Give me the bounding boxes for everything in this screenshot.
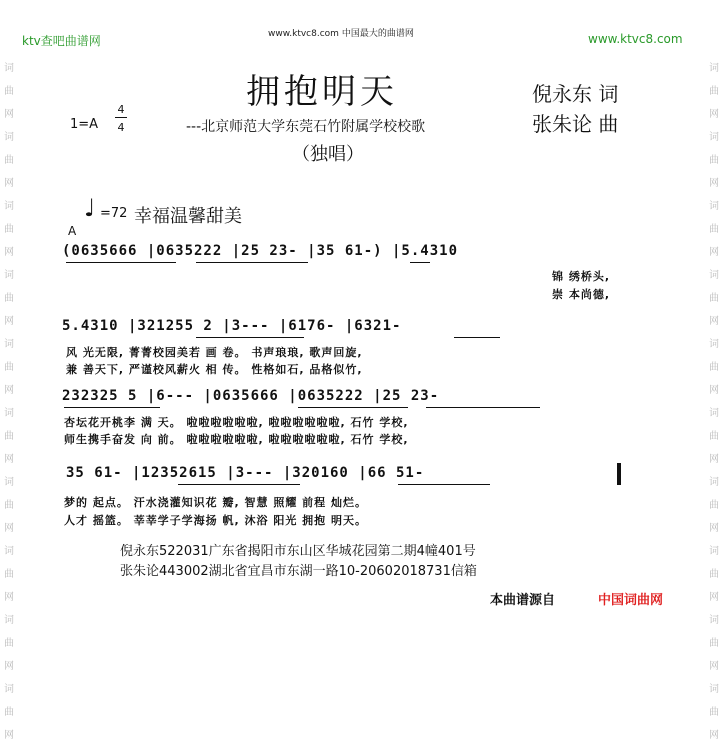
lyricist: 倪永东 词 xyxy=(532,82,619,106)
side-watermark-left xyxy=(2,62,16,752)
header-center xyxy=(268,26,414,39)
underline-beam xyxy=(66,262,176,263)
header-center-url[interactable]: www.ktvc8.com xyxy=(268,29,339,39)
score-row-1-notes: (0635666 |0635222 |25 23- |35 61-) |5.4310 xyxy=(62,243,459,259)
score-row-4-lyric-2: 人才 摇篮。 莘莘学子学海扬 帆, 沐浴 阳光 拥抱 明天。 xyxy=(64,514,367,527)
header-right-link[interactable]: www.ktvc8.com xyxy=(588,32,683,46)
time-signature-line xyxy=(115,117,127,118)
side-watermark-right xyxy=(707,62,721,752)
score-row-1-lyric-1: 锦 绣桥头, xyxy=(552,270,611,283)
side-watermark-text: 词 曲 网 词 曲 网 词 曲 网 词 曲 网 词 曲 网 词 曲 网 词 曲 网 词 曲 网 词 曲 网 词 曲 网 xyxy=(4,63,14,741)
mood-marking: 幸福温馨甜美 xyxy=(134,206,242,227)
key-signature: 1=A xyxy=(70,117,99,132)
underline-beam xyxy=(454,337,500,338)
header-left-link[interactable]: ktv查吧曲谱网 xyxy=(22,34,101,48)
source-link[interactable]: 中国词曲网 xyxy=(598,593,664,608)
source-label: 本曲谱源自 xyxy=(490,593,556,608)
score-row-2-notes: 5.4310 |321255 2 |3--- |6176- |6321- xyxy=(62,318,402,334)
underline-beam xyxy=(196,337,304,338)
score-row-3-lyric-2: 师生携手奋发 向 前。 啦啦啦啦啦啦, 啦啦啦啦啦啦, 石竹 学校, xyxy=(64,433,409,446)
tempo-value: =72 xyxy=(100,206,128,221)
underline-beam xyxy=(398,484,490,485)
section-mark: A xyxy=(68,224,77,238)
score-row-4-notes: 35 61- |12352615 |3--- |320160 |66 51- xyxy=(66,465,425,481)
underline-beam xyxy=(298,407,408,408)
final-barline xyxy=(617,463,621,485)
underline-beam xyxy=(64,407,160,408)
underline-beam xyxy=(196,262,308,263)
score-row-2-lyric-1: 风 光无限, 菁菁校园美若 画 卷。 书声琅琅, 歌声回旋, xyxy=(66,346,363,359)
performance-type: （独唱） xyxy=(292,144,364,165)
score-row-4-lyric-1: 梦的 起点。 汗水浇灌知识花 瓣, 智慧 照耀 前程 灿烂。 xyxy=(64,496,367,509)
song-title: 拥抱明天 xyxy=(246,72,398,112)
score-row-3-lyric-1: 杏坛花开桃李 满 天。 啦啦啦啦啦啦, 啦啦啦啦啦啦, 石竹 学校, xyxy=(64,416,409,429)
time-signature-bottom: 4 xyxy=(117,121,125,134)
quarter-note-icon: ♩ xyxy=(84,194,96,222)
lyricist-address: 倪永东522031广东省揭阳市东山区华城花园第二期4幢401号 xyxy=(120,544,476,559)
underline-beam xyxy=(410,262,430,263)
header-center-name: 中国最大的曲谱网 xyxy=(341,29,414,39)
underline-beam xyxy=(178,484,300,485)
score-row-2-lyric-2: 兼 善天下, 严谨校风薪火 相 传。 性格如石, 品格似竹, xyxy=(66,363,363,376)
time-signature-top: 4 xyxy=(117,103,125,116)
score-row-3-notes: 232325 5 |6--- |0635666 |0635222 |25 23- xyxy=(62,388,440,404)
composer-address: 张朱论443002湖北省宜昌市东湖一路10-20602018731信箱 xyxy=(120,564,477,579)
underline-beam xyxy=(426,407,540,408)
composer: 张朱论 曲 xyxy=(532,112,619,136)
side-watermark-text: 词 曲 网 词 曲 网 词 曲 网 词 曲 网 词 曲 网 词 曲 网 词 曲 网 词 曲 网 词 曲 网 词 曲 网 xyxy=(709,63,719,741)
song-subtitle: ---北京师范大学东莞石竹附属学校校歌 xyxy=(186,119,426,135)
score-row-1-lyric-2: 崇 本尚德, xyxy=(552,288,611,301)
